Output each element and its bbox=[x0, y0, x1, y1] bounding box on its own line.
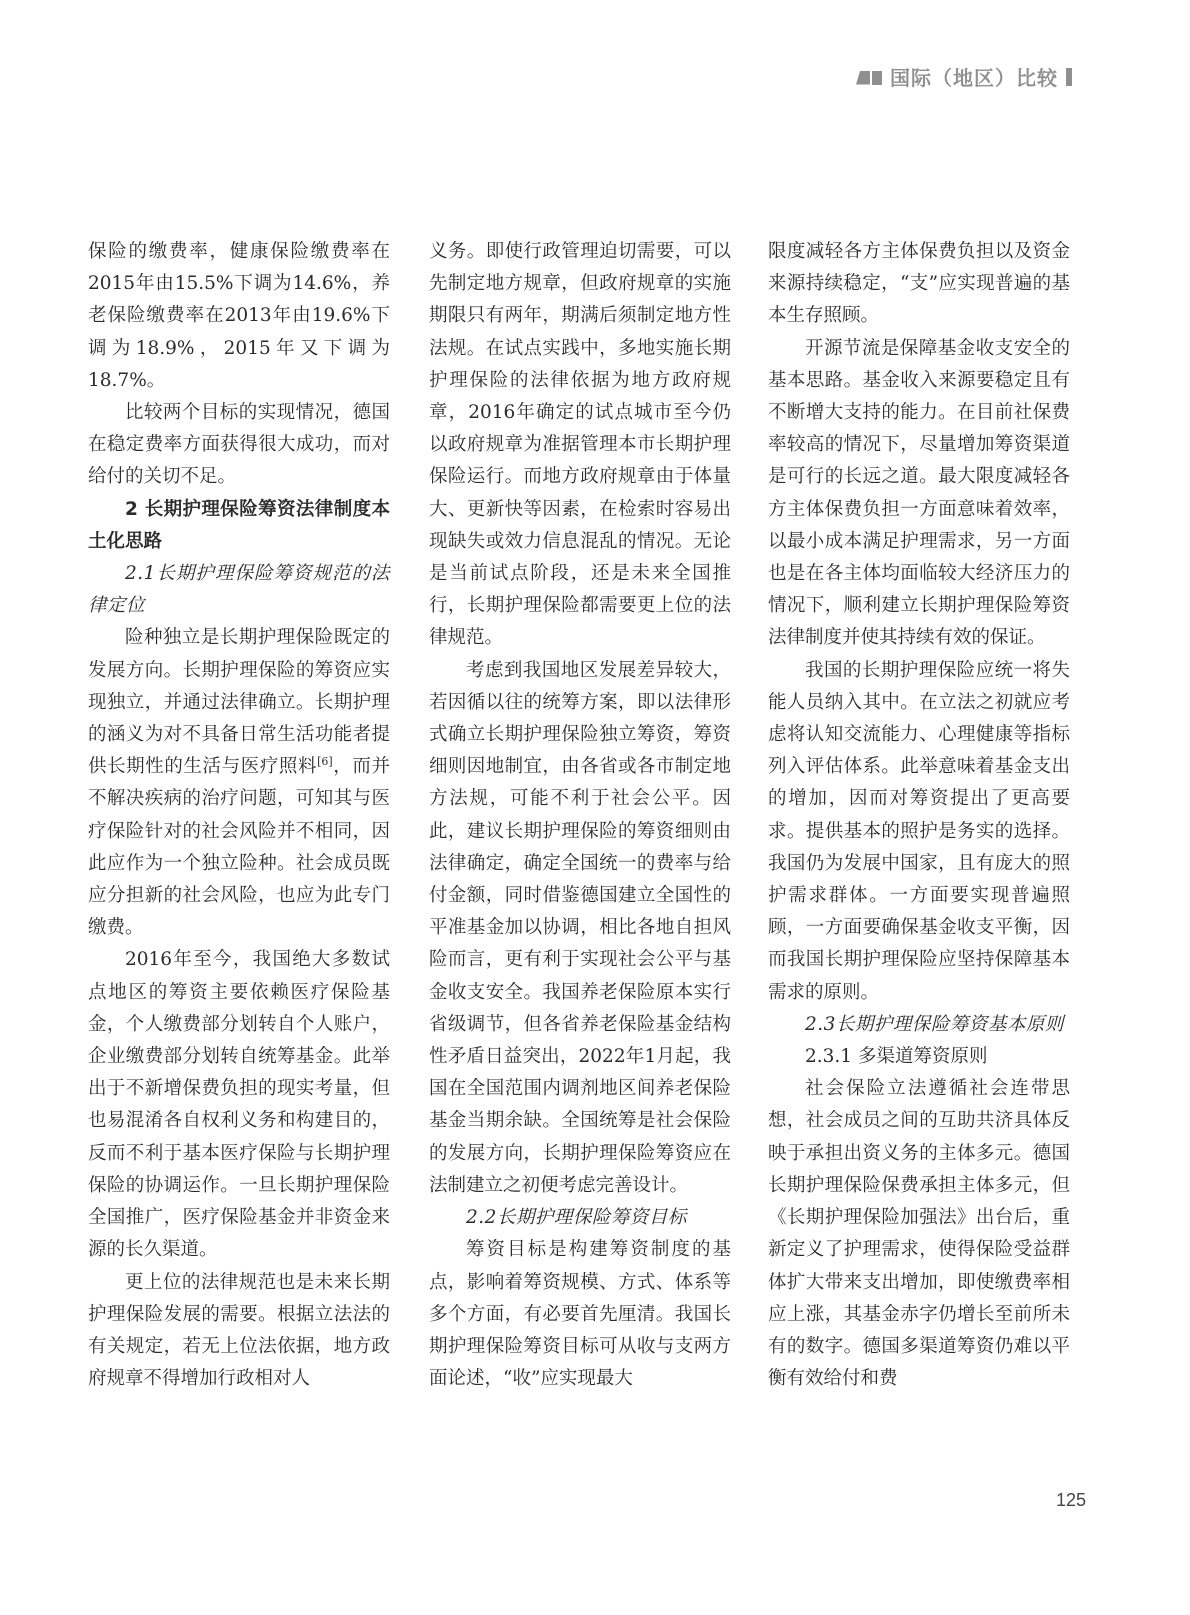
paragraph: 义务。即使行政管理迫切需要，可以先制定地方规章，但政府规章的实施期限只有两年，期满后须制定地方性法规。在试点实践中，多地实施长期护理保险的法律依据为地方政府规章，2016年确定的试点城市至今仍以政府规章为准据管理本市长期护理保险运行。而地方政府规章由于体量大、更新快等因素，在检索时容易出现缺失或效力信息混乱的情况。无论是当前试点阶段，还是未来全国推行，长期护理保险都需要更上位的法律规范。 bbox=[429, 241, 731, 649]
column-2 bbox=[429, 236, 731, 1395]
section-header bbox=[856, 62, 1072, 91]
paragraph: 限度减轻各方主体保费负担以及资金来源持续稳定，“支”应实现普遍的基本生存照顾。 bbox=[768, 241, 1070, 327]
paragraph-text: ，而并不解决疾病的治疗问题，可知其与医疗保险针对的社会风险并不相同，因此应作为一个独立险种。社会成员既应分担新的社会风险，也应为此专门缴费。 bbox=[88, 756, 390, 939]
paragraph: 更上位的法律规范也是未来长期护理保险发展的需要。根据立法法的有关规定，若无上位法依据，地方政府规章不得增加行政相对人 bbox=[88, 1271, 390, 1390]
section-end-bar-icon bbox=[1066, 68, 1072, 86]
paragraph: 筹资目标是构建筹资制度的基点，影响着筹资规模、方式、体系等多个方面，有必要首先厘清。我国长期护理保险筹资目标可从收与支两方面论述，“收”应实现最大 bbox=[429, 1239, 731, 1390]
subsection-heading: 2.2长期护理保险筹资目标 bbox=[466, 1207, 687, 1229]
column-3 bbox=[768, 236, 1070, 1395]
section-logo-icon bbox=[856, 69, 882, 85]
paragraph-text: 险种独立是长期护理保险既定的发展方向。长期护理保险的筹资应实现独立，并通过法律确立。长期护理的涵义为对不具备日常生活功能者提供长期性的生活与医疗照料 bbox=[88, 627, 390, 778]
paragraph bbox=[88, 622, 390, 944]
paragraph: 考虑到我国地区发展差异较大，若因循以往的统筹方案，即以法律形式确立长期护理保险独立筹资，筹资细则因地制宜，由各省或各市制定地方法规，可能不利于社会公平。因此，建议长期护理保险的筹资细则由法律确定，确定全国统一的费率与给付金额，同时借鉴德国建立全国性的平准基金加以协调，相比各地自担风险而言，更有利于实现社会公平与基金收支安全。我国养老保险原本实行省级调节，但各省养老保险基金结构性矛盾日益突出，2022年1月起，我国在全国范围内调剂地区间养老保险基金当期余缺。全国统筹是社会保险的发展方向，长期护理保险筹资应在法制建立之初便考虑完善设计。 bbox=[429, 659, 731, 1196]
paragraph: 社会保险立法遵循社会连带思想，社会成员之间的互助共济具体反映于承担出资义务的主体多元。德国长期护理保险保费承担主体多元，但《长期护理保险加强法》出台后，重新定义了护理需求，使得保险受益群体扩大带来支出增加，即使缴费率相应上涨，其基金赤字仍增长至前所未有的数字。德国多渠道筹资仍难以平衡有效给付和费 bbox=[768, 1078, 1070, 1390]
paragraph: 比较两个目标的实现情况，德国在稳定费率方面获得很大成功，而对给付的关切不足。 bbox=[88, 402, 390, 488]
citation-ref[interactable]: [6] bbox=[317, 755, 333, 769]
paragraph: 2016年至今，我国绝大多数试点地区的筹资主要依赖医疗保险基金，个人缴费部分划转自个人账户，企业缴费部分划转自统筹基金。此举出于不新增保费负担的现实考量，但也易混淆各自权利义务和构建目的，反而不利于基本医疗保险与长期护理保险的协调运作。一旦长期护理保险全国推广，医疗保险基金并非资金来源的长久渠道。 bbox=[88, 949, 390, 1261]
paragraph: 我国的长期护理保险应统一将失能人员纳入其中。在立法之初就应考虑将认知交流能力、心理健康等指标列入评估体系。此举意味着基金支出的增加，因而对筹资提出了更高要求。提供基本的照护是务实的选择。我国仍为发展中国家，且有庞大的照护需求群体。一方面要实现普遍照顾，一方面要确保基金收支平衡，因而我国长期护理保险应坚持保障基本需求的原则。 bbox=[768, 659, 1070, 1003]
paragraph: 保险的缴费率，健康保险缴费率在2015年由15.5%下调为14.6%，养老保险缴费率在2013年由19.6%下调为18.9%，2015年又下调为18.7%。 bbox=[88, 241, 390, 391]
page-number: 125 bbox=[1055, 1490, 1086, 1510]
subsection-heading: 2.1长期护理保险筹资规范的法律定位 bbox=[88, 563, 390, 617]
paragraph: 开源节流是保障基金收支安全的基本思路。基金收入来源要稳定且有不断增大支持的能力。在目前社保费率较高的情况下，尽量增加筹资渠道是可行的长远之道。最大限度减轻各方主体保费负担一方面意味着效率，以最小成本满足护理需求，另一方面也是在各主体均面临较大经济压力的情况下，顺利建立长期护理保险筹资法律制度并使其持续有效的保证。 bbox=[768, 337, 1070, 649]
section-label: 国际（地区）比较 bbox=[890, 66, 1058, 90]
subsubsection-heading: 2.3.1 多渠道筹资原则 bbox=[805, 1046, 988, 1068]
subsection-heading: 2.3长期护理保险筹资基本原则 bbox=[805, 1013, 1064, 1035]
column-1 bbox=[88, 236, 390, 1395]
section-heading: 2 长期护理保险筹资法律制度本土化思路 bbox=[88, 498, 390, 552]
